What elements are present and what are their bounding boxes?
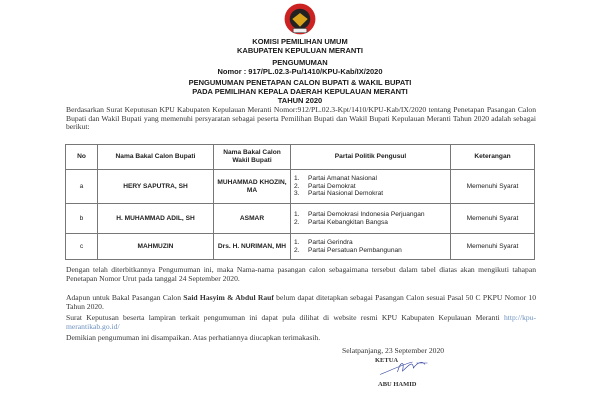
table-row [66,204,535,234]
cell-note: Memenuhi Syarat [451,170,535,204]
party: Partai Kebangkitan Bangsa [308,218,388,226]
signature-name: ABU HAMID [378,381,417,388]
table-row [66,170,535,204]
cell-parties: 1. Partai Demokrasi Indonesia Perjuangan 2. Partai Kebangkitan Bangsa [291,204,451,234]
cell-bupati: HERY SAPUTRA, SH [98,170,214,204]
cell-no: b [66,204,98,234]
doc-number: Nomor : 917/PL.02.3-Pu/1410/KPU-Kab/IX/2020 [217,67,383,76]
col-no: No [66,145,98,170]
table-row [66,234,535,260]
text: belum dapat ditetapkan sebagai Pasangan Calon sesuai Pasal 50 C PKPU Nomor 10 Tahun 2020. [66,293,536,311]
text: Adapun untuk Bakal Pasangan Calon [66,293,184,302]
signature-scribble [350,357,460,377]
doc-type: PENGUMUMAN [272,58,328,67]
title-line-3: TAHUN 2020 [277,96,323,105]
org-line-2: KABUPATEN KEPULUAN MERANTI [237,46,363,55]
cell-note: Memenuhi Syarat [451,204,535,234]
org-line-1: KOMISI PEMILIHAN UMUM [252,37,348,46]
cell-no: c [66,234,98,260]
intro-paragraph: Berdasarkan Surat Keputusan KPU Kabupaten Kepulauan Meranti Nomor:912/PL.02.3-Kpt/1410/KPU-Kab/IX/2020 tentang Penetapan Pasangan Calon Bupati dan Wakil Bupati yang memenuhi persyaratan sebagai peserta Pemilihan Bupati dan Wakil Bupati Kepulauan Meranti Tahun 2020 adalah sebagai berikut: [66,105,536,132]
paragraph-2 [66,294,536,311]
signature-place-date: Selatpanjang, 23 September 2020 [342,346,445,355]
party: Partai Persatuan Pembangunan [308,246,402,254]
party: Partai Nasional Demokrat [308,190,384,198]
party: Partai Amanat Nasional [308,175,377,183]
candidate-pair-name: Said Hasyim & Abdul Rauf [183,293,274,302]
signature-role: KETUA [375,357,399,364]
cell-wakil: MUHAMMAD KHOZIN, MA [214,170,291,204]
cell-wakil: ASMAR [214,204,291,234]
party: Partai Demokrat [308,182,356,190]
text: Surat Keputusan beserta lampiran terkait pengumuman ini dapat pula dilihat di website resmi KPU Kabupaten Kepulauan Meranti [66,313,504,322]
table-header-row [66,145,535,170]
kpu-logo [282,1,318,37]
col-partai: Partai Politik Pengusul [291,145,451,170]
party: Partai Gerindra [308,238,353,246]
paragraph-1: Dengan telah diterbitkannya Pengumuman ini, maka Nama-nama pasangan calon sebagaimana tersebut dalam tabel diatas akan mengikuti tahapan Penetapan Nomor Urut pada tanggal 24 September 2020. [66,265,536,283]
cell-bupati: H. MUHAMMAD ADIL, SH [98,204,214,234]
col-keterangan: Keterangan [451,145,535,170]
cell-bupati: MAHMUZIN [98,234,214,260]
candidates-table [65,144,535,260]
col-wakil: Nama Bakal Calon Wakil Bupati [214,145,291,170]
title-line-1: PENGUMUMAN PENETAPAN CALON BUPATI & WAKIL BUPATI [188,78,412,87]
cell-no: a [66,170,98,204]
cell-note: Memenuhi Syarat [451,234,535,260]
cell-parties: 1. Partai Gerindra 2. Partai Persatuan Pembangunan [291,234,451,260]
paragraph-3 [66,314,536,331]
party: Partai Demokrasi Indonesia Perjuangan [308,210,425,218]
paragraph-4: Demikian pengumuman ini disampaikan. Atas perhatiannya diucapkan terimakasih. [66,333,321,342]
website-link[interactable]: http://kpu-merantikab.go.id/ [66,313,536,331]
cell-wakil: Drs. H. NURIMAN, MH [214,234,291,260]
title-line-2: PADA PEMILIHAN KEPALA DAERAH KEPULAUAN MERANTI [192,87,408,96]
col-bupati: Nama Bakal Calon Bupati [98,145,214,170]
cell-parties: 1. Partai Amanat Nasional 2. Partai Demokrat 3. Partai Nasional Demokrat [291,170,451,204]
